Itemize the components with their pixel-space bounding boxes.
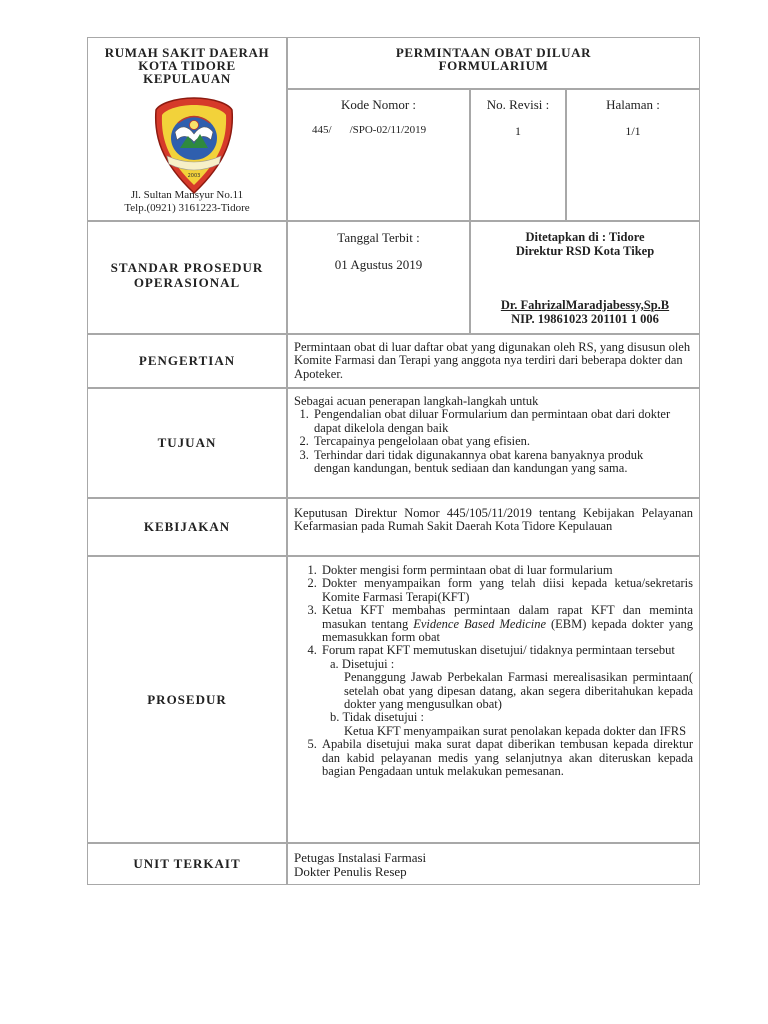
list-item: Petugas Instalasi Farmasi — [294, 850, 427, 865]
tanggal-terbit-value: 01 Agustus 2019 — [334, 257, 423, 272]
revisi-value: 1 — [515, 124, 521, 138]
halaman-value: 1/1 — [625, 124, 641, 138]
tanggal-terbit-cell — [287, 221, 470, 334]
unit-terkait-content-cell — [287, 843, 700, 885]
unit-terkait-list — [294, 851, 693, 879]
tujuan-label-cell — [87, 388, 287, 498]
kode-nomor-value: 445/ /SPO-02/11/2019 — [312, 124, 427, 136]
list-item: 3. Ketua KFT membahas permintaan dalam rapat KFT dan meminta masukan tentang Evidence Based Medicine (EBM) kepada dokter yang memasukkan form obat — [320, 604, 693, 644]
list-item: 2. Tercapainya pengelolaan obat yang efisien. — [312, 435, 681, 448]
list-item: 1. Dokter mengisi form permintaan obat di luar formularium — [320, 564, 693, 577]
halaman-cell — [566, 89, 700, 221]
pengertian-text: Permintaan obat di luar daftar obat yang digunakan oleh RS, yang disusun oleh Komite Farmasi dan Terapi yang anggota nya terdiri dari beberapa dokter dan Apoteker. — [294, 340, 691, 381]
shield-emblem-icon — [153, 96, 235, 196]
hospital-logo — [153, 96, 235, 196]
unit-terkait-label-cell — [87, 843, 287, 885]
prosedur-content-cell — [287, 556, 700, 843]
kebijakan-label: KEBIJAKAN — [143, 519, 231, 534]
sub-list-item: b. Tidak disetujui : Ketua KFT menyampaikan surat penolakan kepada dokter dan IFRS — [328, 711, 693, 738]
tujuan-list — [294, 408, 681, 475]
tujuan-content — [294, 395, 681, 475]
pengertian-content-cell — [287, 334, 700, 388]
prosedur-label: PROSEDUR — [147, 691, 227, 707]
ditetapkan-cell — [470, 221, 700, 334]
unit-terkait-label: UNIT TERKAIT — [133, 856, 241, 871]
tujuan-intro: Sebagai acuan penerapan langkah-langkah untuk — [294, 394, 539, 408]
pengertian-label-cell — [87, 334, 287, 388]
revisi-cell — [470, 89, 566, 221]
signer-nip: NIP. 19861023 201101 1 006 — [511, 312, 659, 326]
document-title-cell — [287, 37, 700, 89]
prosedur-label-cell — [87, 556, 287, 843]
list-item: Dokter Penulis Resep — [294, 864, 407, 879]
sop-label: STANDAR PROSEDUR OPERASIONAL — [110, 259, 264, 290]
tujuan-label: TUJUAN — [157, 435, 217, 450]
list-item: 3. Terhindar dari tidak digunakannya obat karena banyaknya produk dengan kandungan, bentuk sediaan dan kandungan yang sama. — [312, 449, 681, 476]
kebijakan-text: Keputusan Direktur Nomor 445/105/11/2019 tentang Kebijakan Pelayanan Kefarmasian pada Rumah Sakit Daerah Kota Tidore Kepulauan — [294, 506, 693, 534]
kode-nomor-label: Kode Nomor : — [340, 97, 417, 112]
prosedur-content — [294, 564, 693, 779]
list-item: 2. Dokter menyampaikan form yang telah diisi kepada ketua/sekretaris Komite Farmasi Terapi(KFT) — [320, 577, 693, 604]
document-title: PERMINTAAN OBAT DILUAR FORMULARIUM — [395, 45, 592, 73]
hospital-address: Jl. Sultan Mansyur No.11 Telp.(0921) 3161223-Tidore — [124, 189, 250, 214]
list-item: 1. Pengendalian obat diluar Formularium dan permintaan obat dari dokter dapat dikelola dengan baik — [312, 408, 681, 435]
ditetapkan-text: Ditetapkan di : Tidore Direktur RSD Kota Tikep — [515, 230, 655, 258]
kebijakan-label-cell — [87, 498, 287, 556]
halaman-label: Halaman : — [606, 97, 660, 112]
keputusan-sublist — [322, 658, 693, 738]
kode-nomor-cell — [287, 89, 470, 221]
signer-name: Dr. FahrizalMaradjabessy,Sp.B — [500, 298, 670, 312]
logo-year: 2003 — [187, 173, 201, 179]
hospital-name: RUMAH SAKIT DAERAH KOTA TIDORE KEPULAUAN — [104, 45, 270, 86]
kebijakan-content-cell — [287, 498, 700, 556]
tujuan-content-cell — [287, 388, 700, 498]
prosedur-list — [294, 564, 693, 779]
hospital-info-cell — [87, 37, 287, 221]
revisi-label: No. Revisi : — [486, 97, 550, 112]
tanggal-terbit-label: Tanggal Terbit : — [337, 230, 420, 245]
pengertian-label: PENGERTIAN — [138, 353, 236, 368]
sop-label-cell — [87, 221, 287, 334]
list-item: 5. Apabila disetujui maka surat dapat diberikan tembusan kepada direktur dan kabid pelayanan medis yang selanjutnya akan diteruskan kepada bagian Pengadaan untuk melakukan pemesanan. — [320, 738, 693, 778]
sub-list-item: a. Disetujui : Penanggung Jawab Perbekalan Farmasi merealisasikan permintaan( setelah obat yang dipesan datang, akan segera diberitahukan kepada dokter yang mengusulkan obat) — [328, 658, 693, 712]
list-item: 4. Forum rapat KFT memutuskan disetujui/ tidaknya permintaan tersebut a. Disetujui : Penanggung Jawab Perbekalan Farmasi merealisasikan permintaan( setelah obat yang dipesan datang, akan segera diberitahukan kepada dokter yang mengusulkan obat) b. Tidak disetujui : Ketua KFT menyampaikan surat penolakan kepada dokter dan IFRS — [320, 644, 693, 738]
